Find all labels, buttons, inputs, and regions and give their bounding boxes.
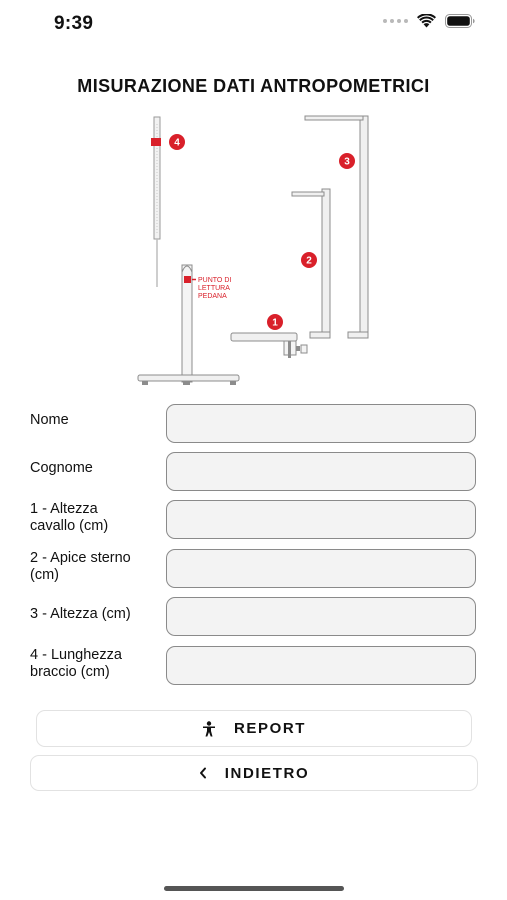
status-icons [383, 14, 475, 28]
report-button-label: REPORT [233, 720, 307, 737]
status-bar [0, 0, 507, 50]
nome-label: Nome [30, 412, 69, 428]
nome-input[interactable] [166, 404, 476, 443]
report-button[interactable] [36, 710, 472, 747]
home-indicator[interactable] [164, 886, 344, 891]
person-icon [202, 721, 216, 737]
caliper-3 [305, 116, 368, 338]
svg-text:LETTURA: LETTURA [198, 285, 230, 292]
svg-text:PUNTO DI: PUNTO DI [198, 277, 232, 284]
cognome-input[interactable] [166, 452, 476, 491]
status-time: 9:39 [54, 13, 94, 34]
cellular-signal-icon [383, 19, 408, 23]
anthropometric-diagram [130, 112, 390, 392]
svg-text:1: 1 [272, 317, 278, 329]
svg-text:4: 4 [174, 137, 180, 149]
caliper-1 [231, 333, 307, 358]
marker-3 [339, 153, 355, 169]
altezza-input[interactable] [166, 597, 476, 636]
page-title: MISURAZIONE DATI ANTROPOMETRICI [77, 76, 430, 96]
chevron-left-icon [199, 767, 207, 779]
lunghezza-braccio-input[interactable] [166, 646, 476, 685]
form-row-nome [30, 404, 478, 445]
wifi-icon [417, 14, 436, 28]
apice-sterno-label: 2 - Apice sterno (cm) [30, 550, 131, 583]
lunghezza-braccio-label: 4 - Lunghezza braccio (cm) [30, 647, 122, 680]
back-button-label: INDIETRO [224, 764, 310, 782]
back-button[interactable] [30, 755, 478, 791]
reading-point-label [198, 277, 231, 300]
form-row-apice-sterno [30, 549, 478, 590]
marker-2 [301, 252, 317, 268]
form-row-cognome [30, 452, 478, 493]
altezza-label: 3 - Altezza (cm) [30, 606, 131, 622]
measuring-rod [151, 117, 161, 287]
form-row-lunghezza-braccio [30, 646, 478, 687]
cognome-label: Cognome [30, 460, 93, 476]
marker-1 [267, 314, 283, 330]
form-row-altezza-cavallo [30, 500, 478, 541]
form-row-altezza [30, 597, 478, 638]
marker-4 [169, 134, 185, 150]
altezza-cavallo-label: 1 - Altezza cavallo (cm) [30, 501, 109, 534]
altezza-cavallo-input[interactable] [166, 500, 476, 539]
svg-text:PEDANA: PEDANA [198, 293, 227, 300]
svg-text:2: 2 [306, 255, 312, 267]
battery-icon [445, 14, 475, 28]
svg-text:3: 3 [344, 156, 350, 168]
apice-sterno-input[interactable] [166, 549, 476, 588]
